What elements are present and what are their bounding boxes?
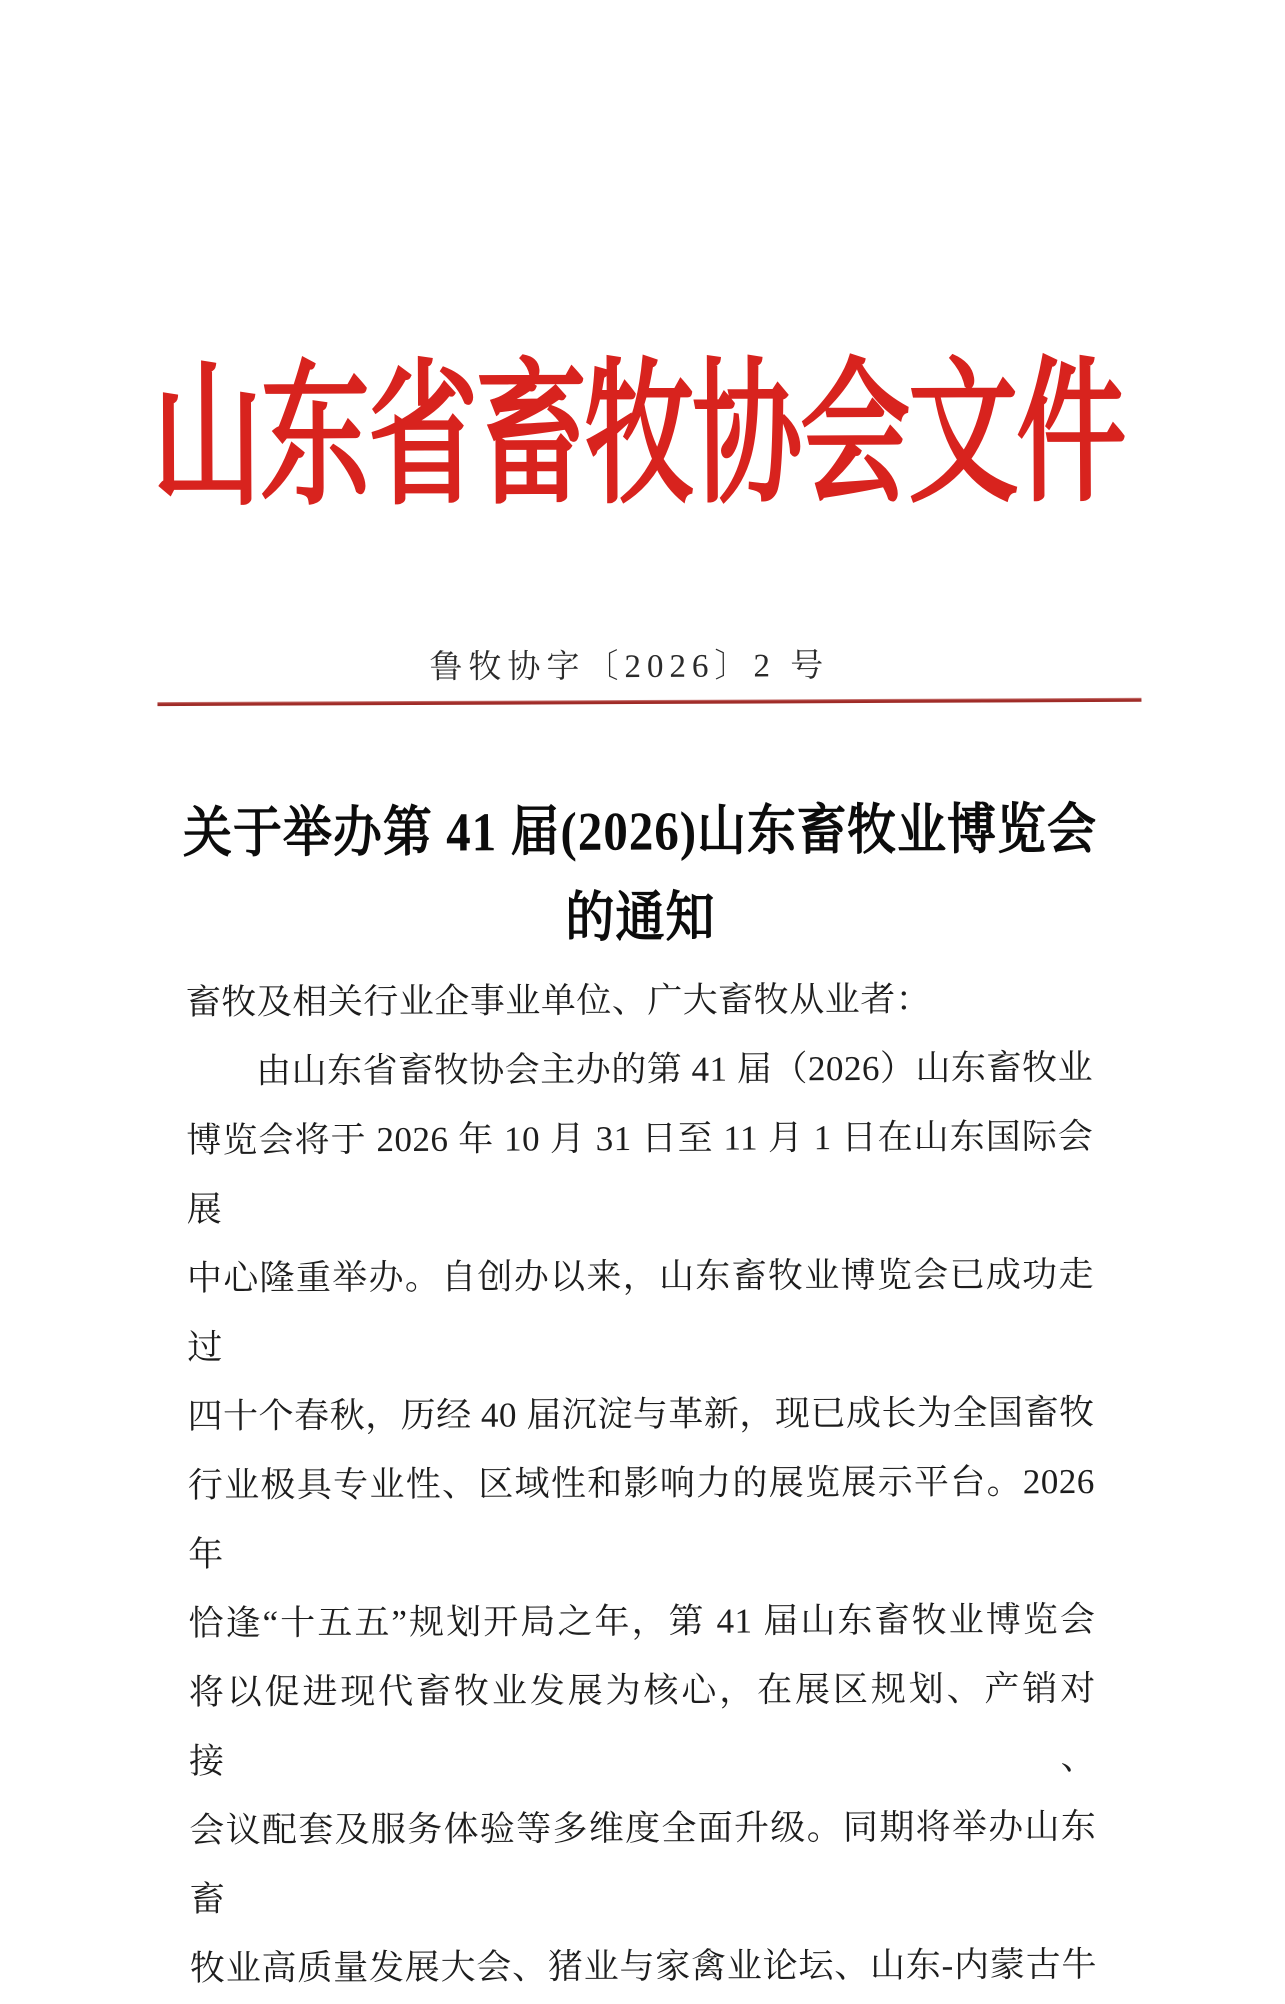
body-text-line: 行业极具专业性、区域性和影响力的展览展示平台。2026 年	[187, 1462, 1095, 1574]
notice-title-line2: 的通知	[565, 886, 716, 949]
salutation-line: 畜牧及相关行业企事业单位、广大畜牧从业者：	[185, 979, 932, 1022]
body-text-line: 恰逢“十五五”规划开局之年，第 41 届山东畜牧业博览会	[188, 1600, 1096, 1643]
body-text-line: 将以促进现代畜牧业发展为核心，在展区规划、产销对接、	[188, 1669, 1097, 1781]
red-divider-line	[157, 698, 1141, 706]
notice-body	[186, 964, 1098, 2003]
body-text-line: 四十个春秋，历经 40 届沉淀与革新，现已成长为全国畜牧	[187, 1393, 1095, 1436]
body-text-line: 牧业高质量发展大会、猪业与家禽业论坛、山东-内蒙古牛	[189, 1945, 1098, 1988]
body-text-line: 会议配套及服务体验等多维度全面升级。同期将举办山东畜	[189, 1807, 1097, 1919]
body-text-line: 中心隆重举办。自创办以来，山东畜牧业博览会已成功走过	[186, 1255, 1095, 1367]
letterhead-title: 山东省畜牧协会文件	[151, 347, 1125, 525]
notice-title-line1: 关于举办第 41 届(2026)山东畜牧业博览会	[182, 798, 1098, 864]
document-number: 鲁牧协字〔2026〕2 号	[429, 648, 830, 686]
body-text-line: 由山东省畜牧协会主办的第 41 届（2026）山东畜牧业	[255, 1048, 1094, 1091]
notice-title	[0, 785, 1281, 963]
body-text-line: 博览会将于 2026 年 10 月 31 日至 11 月 1 日在山东国际会展	[186, 1117, 1094, 1229]
